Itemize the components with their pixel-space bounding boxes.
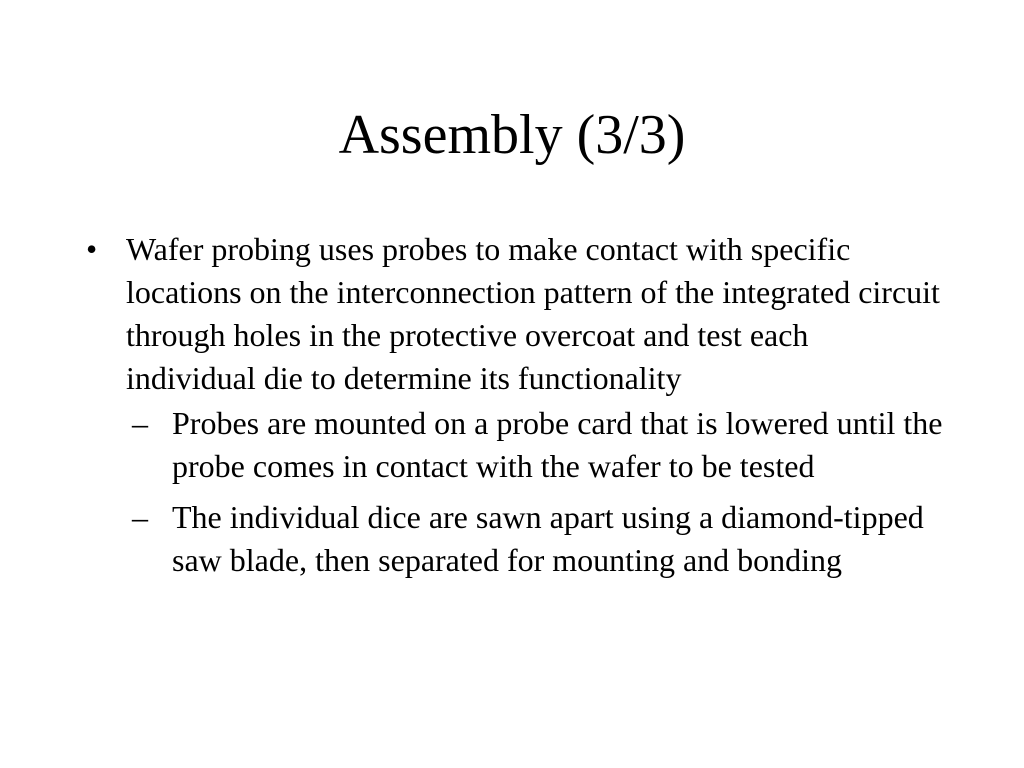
sub-bullet-text: Probes are mounted on a probe card that is lowered until the probe comes in contact with the wafer to be tested (172, 405, 943, 484)
bullet-list (86, 228, 946, 582)
sub-bullet-item (126, 496, 946, 582)
sub-bullet-list (126, 402, 946, 582)
sub-bullet-marker: – (132, 405, 148, 441)
sub-bullet-item (126, 402, 946, 488)
sub-bullet-marker: – (132, 499, 148, 535)
bullet-item (86, 228, 946, 582)
slide-title: Assembly (3/3) (338, 104, 686, 166)
bullet-marker: • (86, 231, 98, 267)
bullet-text: Wafer probing uses probes to make contact with specific locations on the interconnection pattern of the integrated circuit through holes in the protective overcoat and test each individual die to determine its functionality (126, 231, 940, 396)
sub-bullet-text: The individual dice are sawn apart using a diamond-tipped saw blade, then separated for mounting and bonding (172, 499, 924, 578)
